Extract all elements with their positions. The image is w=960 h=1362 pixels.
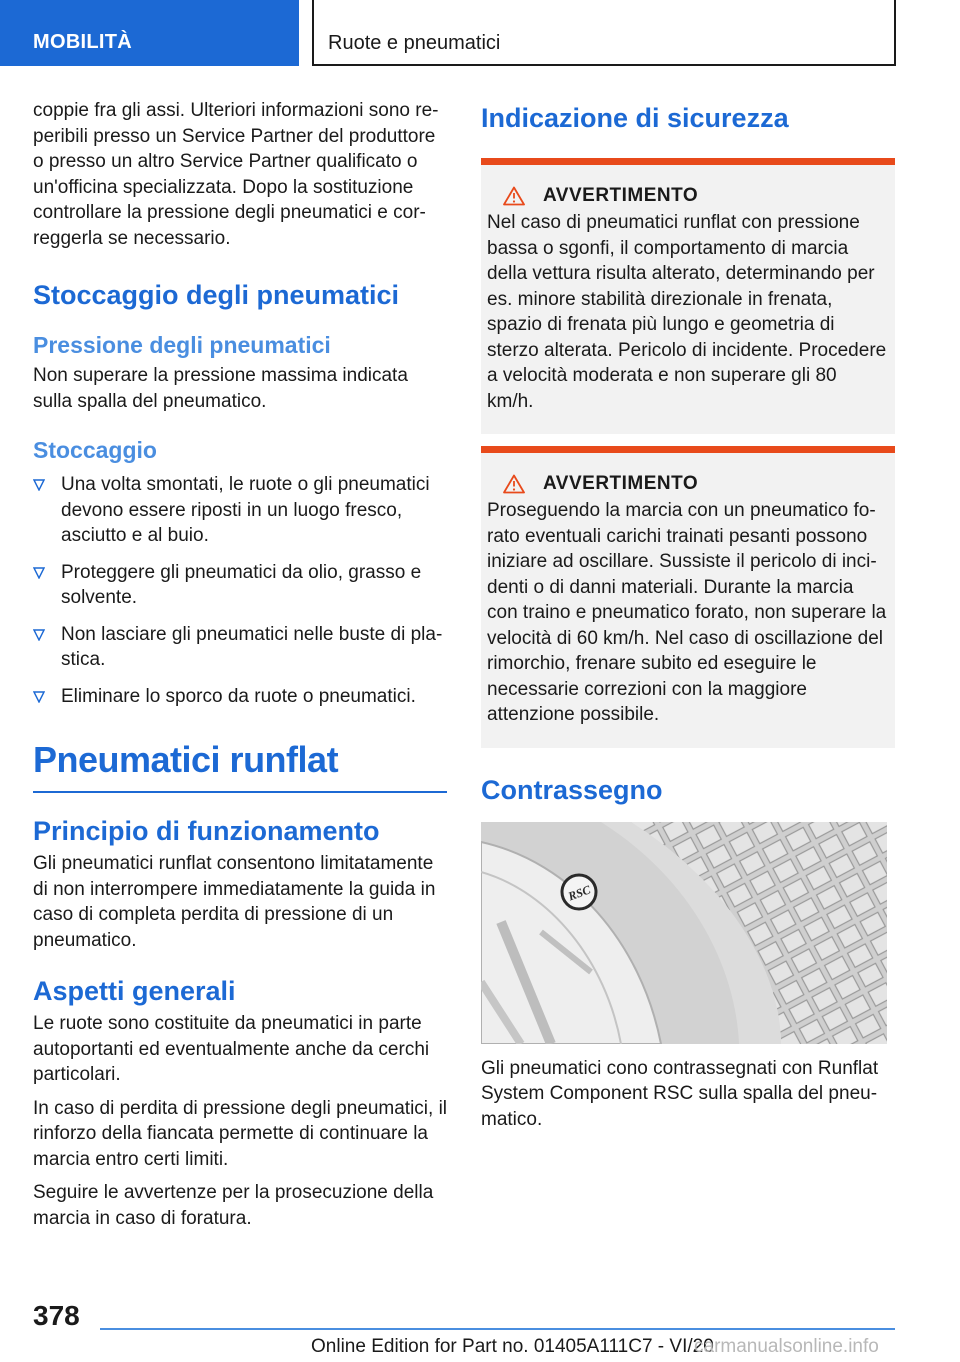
- triangle-bullet-icon: [33, 691, 45, 703]
- section-tab: MOBILITÀ: [0, 0, 299, 66]
- footer-rule: [100, 1328, 895, 1330]
- page-number: 378: [33, 1300, 80, 1331]
- list-item-text: Proteggere gli pneumatici da olio, grasso e solvente.: [61, 561, 422, 608]
- pressure-subheading: Pressione degli pneumatici: [33, 332, 331, 358]
- list-item-text: Eliminare lo sporco da ruote o pneumatici.: [61, 685, 416, 707]
- runflat-heading: Pneumatici runflat: [33, 739, 339, 780]
- tire-illustration: [481, 822, 887, 1044]
- intro-paragraph: coppie fra gli assi. Ulteriori informazioni sono reperibili presso un Service Partner del produttore o presso un altro Service Partner qualificato o un'officina specializzata. Dopo la sostituzione controllare la pressione degli pneumatici e correggerla se necessario.: [33, 100, 439, 249]
- triangle-bullet-icon: [33, 567, 45, 579]
- warning-label: AVVERTIMENTO: [543, 185, 699, 206]
- pressure-paragraph: Non superare la pressione massima indicata sulla spalla del pneumatico.: [33, 365, 408, 412]
- warning-header: [503, 473, 887, 495]
- right-column: [481, 98, 895, 1132]
- list-item: [33, 560, 447, 611]
- page-header: [0, 0, 960, 66]
- principle-paragraph: Gli pneumatici runflat consentono limitatamente di non interrompere immediatamente la guida in caso di completa perdita di pressione di un pneumatico.: [33, 853, 436, 951]
- warning-box: [481, 158, 895, 434]
- heading-rule: [33, 791, 447, 793]
- warning-triangle-icon: [503, 474, 525, 494]
- safety-heading: Indicazione di sicurezza: [481, 103, 789, 133]
- triangle-bullet-icon: [33, 629, 45, 641]
- general-paragraph: Le ruote sono costituite da pneumatici in parte autoportanti ed eventualmente anche da cerchi particolari.: [33, 1013, 430, 1085]
- warning-label: AVVERTIMENTO: [543, 473, 699, 494]
- rsc-logo-text: RSC: [566, 881, 593, 903]
- warning-text: Nel caso di pneumatici runflat con pressione bassa o sgonfi, il comportamento di marcia della vettura risulta alterato, determinando per es. minore stabilità direzionale in frenata, spazio di frenata più lungo e geometria di sterzo alterata. Pericolo di incidente. Procedere a velocità moderata e non superare gli 80 km/h.: [487, 212, 887, 412]
- edition-info: Online Edition for Part no. 01405A111C7 - VI/20: [311, 1336, 714, 1357]
- general-heading: Aspetti generali: [33, 976, 236, 1006]
- warning-box: [481, 446, 895, 748]
- list-item: [33, 684, 447, 710]
- chapter-title: Ruote e pneumatici: [312, 0, 896, 66]
- storage-subheading: Stoccaggio: [33, 437, 157, 463]
- storage-heading: Stoccaggio degli pneumatici: [33, 280, 400, 310]
- general-paragraph: Seguire le avvertenze per la prosecuzione della marcia in caso di foratura.: [33, 1182, 434, 1229]
- left-column: [33, 98, 447, 1231]
- rsc-tire-figure: [481, 822, 887, 1044]
- warning-header: [503, 185, 887, 207]
- triangle-bullet-icon: [33, 479, 45, 491]
- general-paragraph: In caso di perdita di pressione degli pneumatici, il rinforzo della fiancata permette di continuare la marcia entro certi limiti.: [33, 1097, 448, 1170]
- list-item-text: Una volta smontati, le ruote o gli pneumatici devono essere riposti in un luogo fresco, asciutto e al buio.: [61, 474, 430, 546]
- list-item: [33, 622, 447, 673]
- marking-caption: Gli pneumatici cono contrassegnati con Runflat System Component RSC sulla spalla del pneumatico.: [481, 1057, 879, 1130]
- storage-list: [33, 472, 447, 709]
- list-item: [33, 472, 447, 549]
- marking-heading: Contrassegno: [481, 774, 663, 805]
- principle-heading: Principio di funzionamento: [33, 816, 380, 846]
- list-item-text: Non lasciare gli pneumatici nelle buste di plastica.: [61, 623, 443, 670]
- warning-text: Proseguendo la marcia con un pneumatico forato eventuali carichi trainati pesanti possono iniziare ad oscillare. Sussiste il pericolo di incidenti o di danni materiali. Durante la marcia con traino e pneumatico forato, non superare la velocità di 60 km/h. Nel caso di oscillazione del rimorchio, frenare subito ed eseguire le necessarie correzioni con la maggiore attenzione possibile.: [487, 500, 887, 725]
- warning-triangle-icon: [503, 186, 525, 206]
- watermark-text: carmanualsonline.info: [694, 1336, 879, 1357]
